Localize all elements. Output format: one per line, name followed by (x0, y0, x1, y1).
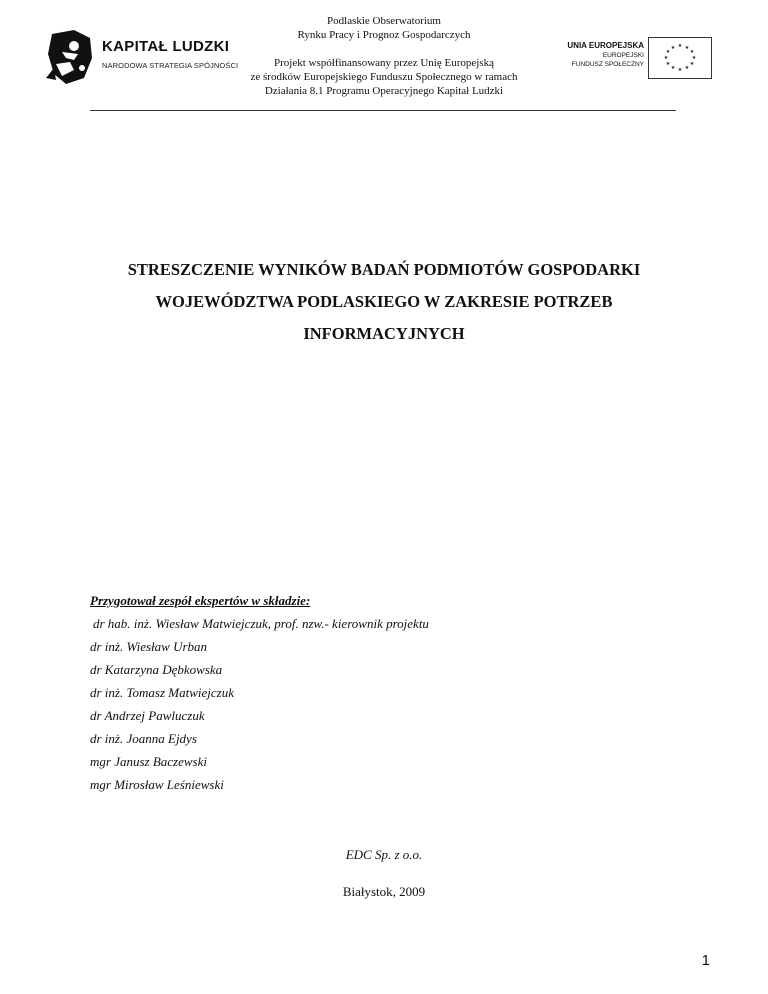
header-line-1: Podlaskie Obserwatorium (327, 15, 441, 27)
eu-flag-icon (648, 37, 712, 79)
expert-item: mgr Janusz Baczewski (90, 754, 207, 769)
svg-text:★: ★ (684, 65, 690, 71)
svg-text:★: ★ (689, 49, 695, 55)
experts-section (90, 592, 690, 796)
header-line-2: Rynku Pracy i Prognoz Gospodarczych (297, 29, 471, 41)
eu-logo-line-2: EUROPEJSKI (602, 52, 644, 59)
svg-text:★: ★ (663, 55, 669, 61)
eu-logo-line-1: UNIA EUROPEJSKA (567, 41, 644, 50)
header-line-5: Działania 8.1 Programu Operacyjnego Kapitał Ludzki (264, 85, 504, 97)
kapital-ludzki-title: KAPITAŁ LUDZKI (102, 38, 230, 55)
svg-text:★: ★ (684, 45, 690, 51)
kapital-ludzki-subtitle: NARODOWA STRATEGIA SPÓJNOŚCI (102, 61, 239, 70)
experts-heading: Przygotował zespół ekspertów w składzie: (90, 593, 311, 608)
expert-item: dr hab. inż. Wiesław Matwiejczuk, prof. nzw.- kierownik projektu (93, 616, 429, 631)
title-line-2: WOJEWÓDZTWA PODLASKIEGO W ZAKRESIE POTRZEB (155, 292, 613, 311)
svg-text:★: ★ (677, 67, 683, 73)
title-line-3: INFORMACYJNYCH (303, 324, 465, 343)
svg-text:★: ★ (665, 61, 671, 67)
eu-logo-line-3: FUNDUSZ SPOŁECZNY (571, 61, 644, 68)
expert-item: dr inż. Joanna Ejdys (90, 731, 197, 746)
svg-text:★: ★ (670, 65, 676, 71)
expert-item: dr inż. Tomasz Matwiejczuk (90, 685, 234, 700)
svg-text:★: ★ (691, 55, 697, 61)
svg-text:★: ★ (677, 43, 683, 49)
expert-item: mgr Mirosław Leśniewski (90, 777, 224, 792)
place-and-year: Białystok, 2009 (342, 884, 426, 899)
svg-text:★: ★ (665, 49, 671, 55)
document-title (60, 254, 708, 350)
company-name: EDC Sp. z o.o. (345, 847, 423, 862)
header-line-3: Projekt współfinansowany przez Unię Europejską (274, 57, 494, 69)
svg-text:★: ★ (689, 61, 695, 67)
header-line-4: ze środków Europejskiego Funduszu Społecznego w ramach (250, 71, 518, 83)
header-center-text (200, 14, 568, 98)
expert-item: dr Andrzej Pawluczuk (90, 708, 205, 723)
kapital-ludzki-emblem-icon (44, 28, 96, 86)
page-number: 1 (701, 952, 710, 969)
header-divider (90, 110, 676, 111)
eu-logo-text (540, 40, 644, 69)
title-line-1: STRESZCZENIE WYNIKÓW BADAŃ PODMIOTÓW GOSPODARKI (127, 260, 641, 279)
expert-item: dr inż. Wiesław Urban (90, 639, 208, 654)
expert-item: dr Katarzyna Dębkowska (90, 662, 223, 677)
svg-text:★: ★ (670, 45, 676, 51)
